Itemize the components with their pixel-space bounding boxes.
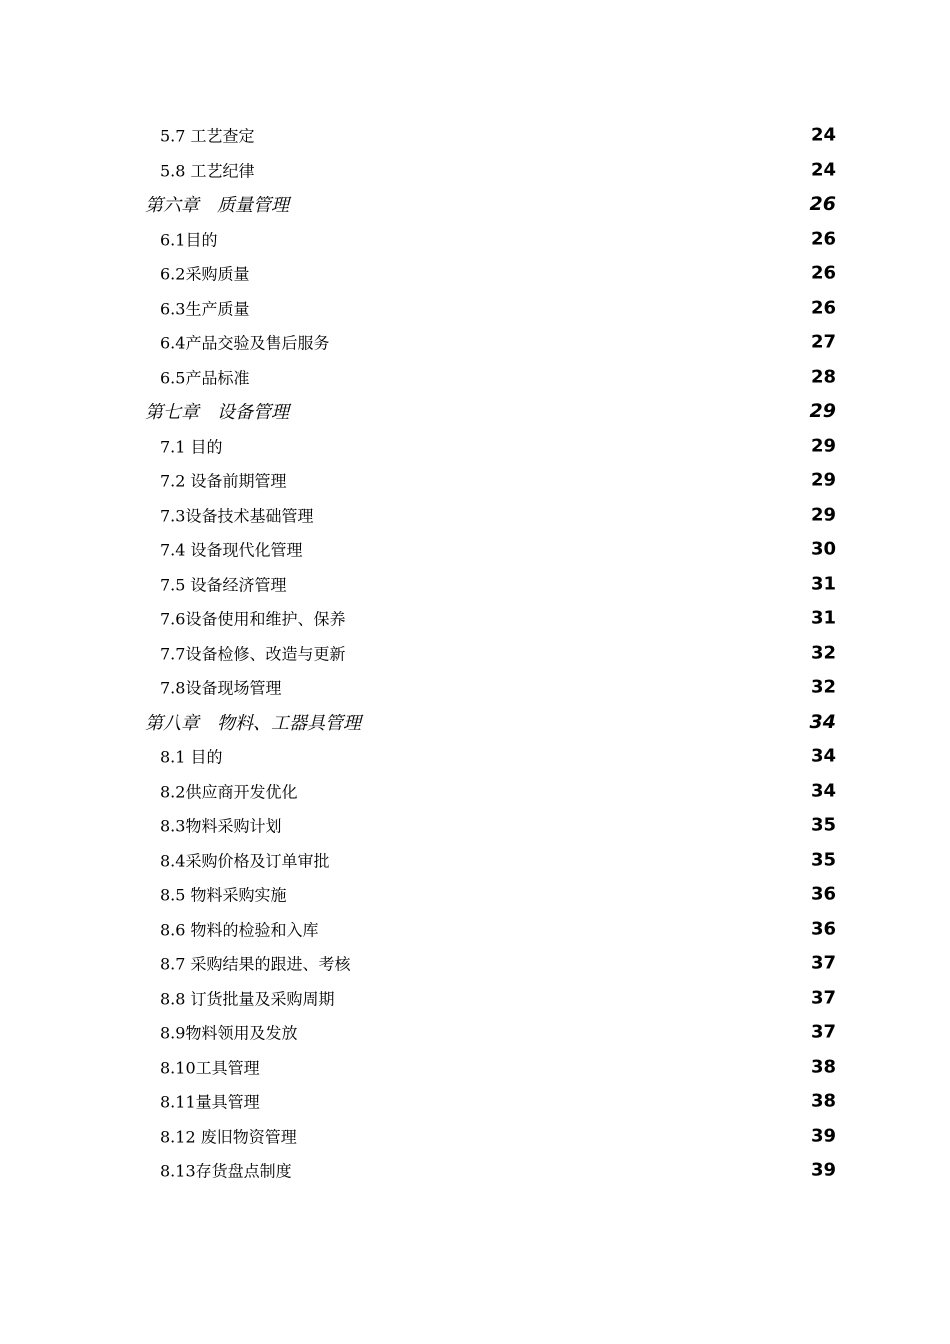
toc-entry-title: 5.7 工艺查定	[160, 126, 255, 146]
toc-entry-page-number: 34	[809, 710, 836, 733]
toc-entry-page-number: 39	[810, 1159, 836, 1181]
toc-entry-page-number: 35	[810, 814, 836, 836]
toc-entry-page-number: 26	[810, 262, 836, 284]
table-of-contents	[0, 118, 950, 1188]
toc-section-entry[interactable]	[0, 256, 950, 291]
toc-entry-page-number: 37	[810, 987, 836, 1009]
toc-entry-title: 第八章 物料、工器具管理	[145, 712, 361, 734]
toc-entry-page-number: 39	[810, 1125, 836, 1147]
toc-entry-page-number: 29	[809, 400, 836, 423]
toc-entry-title: 8.7 采购结果的跟进、考核	[160, 954, 351, 974]
toc-entry-page-number: 31	[810, 573, 836, 595]
toc-section-entry[interactable]	[0, 739, 950, 774]
toc-entry-title: 8.13存货盘点制度	[160, 1161, 292, 1181]
toc-entry-title: 7.6设备使用和维护、保养	[160, 609, 346, 629]
toc-entry-page-number: 26	[810, 297, 836, 319]
toc-section-entry[interactable]	[0, 325, 950, 360]
toc-section-entry[interactable]	[0, 670, 950, 705]
toc-section-entry[interactable]	[0, 946, 950, 981]
toc-section-entry[interactable]	[0, 463, 950, 498]
toc-entry-title: 8.8 订货批量及采购周期	[160, 989, 335, 1009]
toc-entry-title: 6.2采购质量	[160, 264, 250, 284]
toc-section-entry[interactable]	[0, 774, 950, 809]
toc-section-entry[interactable]	[0, 222, 950, 257]
toc-section-entry[interactable]	[0, 291, 950, 326]
toc-entry-title: 8.1 目的	[160, 747, 223, 767]
toc-section-entry[interactable]	[0, 1015, 950, 1050]
toc-entry-page-number: 31	[810, 607, 836, 629]
toc-entry-page-number: 37	[810, 1021, 836, 1043]
toc-section-entry[interactable]	[0, 498, 950, 533]
toc-entry-title: 7.5 设备经济管理	[160, 575, 287, 595]
toc-entry-page-number: 29	[810, 469, 836, 491]
toc-entry-title: 6.3生产质量	[160, 299, 250, 319]
toc-entry-page-number: 30	[810, 538, 836, 560]
toc-section-entry[interactable]	[0, 1153, 950, 1188]
toc-entry-page-number: 29	[810, 435, 836, 457]
toc-entry-title: 6.4产品交验及售后服务	[160, 333, 330, 353]
toc-section-entry[interactable]	[0, 118, 950, 153]
toc-section-entry[interactable]	[0, 843, 950, 878]
toc-entry-title: 8.10工具管理	[160, 1058, 260, 1078]
toc-entry-title: 7.8设备现场管理	[160, 678, 282, 698]
toc-entry-title: 第六章 质量管理	[145, 195, 289, 217]
toc-entry-page-number: 29	[810, 504, 836, 526]
toc-entry-title: 6.1目的	[160, 230, 218, 250]
toc-entry-title: 7.4 设备现代化管理	[160, 540, 303, 560]
toc-section-entry[interactable]	[0, 1119, 950, 1154]
toc-entry-page-number: 38	[810, 1056, 836, 1078]
toc-entry-title: 7.7设备检修、改造与更新	[160, 644, 346, 664]
toc-entry-page-number: 27	[810, 331, 836, 353]
toc-section-entry[interactable]	[0, 567, 950, 602]
toc-chapter-entry[interactable]	[0, 394, 950, 429]
toc-chapter-entry[interactable]	[0, 187, 950, 222]
toc-section-entry[interactable]	[0, 981, 950, 1016]
toc-entry-page-number: 38	[810, 1090, 836, 1112]
toc-entry-page-number: 32	[810, 676, 836, 698]
toc-entry-title: 7.3设备技术基础管理	[160, 506, 314, 526]
toc-entry-page-number: 36	[810, 883, 836, 905]
toc-entry-title: 8.3物料采购计划	[160, 816, 282, 836]
toc-section-entry[interactable]	[0, 808, 950, 843]
toc-entry-page-number: 37	[810, 952, 836, 974]
toc-entry-page-number: 34	[810, 745, 836, 767]
toc-section-entry[interactable]	[0, 429, 950, 464]
toc-entry-page-number: 26	[809, 193, 836, 216]
toc-section-entry[interactable]	[0, 1050, 950, 1085]
toc-entry-title: 8.11量具管理	[160, 1092, 260, 1112]
toc-section-entry[interactable]	[0, 1084, 950, 1119]
toc-entry-title: 8.6 物料的检验和入库	[160, 920, 319, 940]
toc-entry-page-number: 34	[810, 780, 836, 802]
toc-entry-page-number: 36	[810, 918, 836, 940]
toc-entry-page-number: 28	[810, 366, 836, 388]
toc-entry-title: 8.5 物料采购实施	[160, 885, 287, 905]
toc-entry-page-number: 24	[810, 124, 836, 146]
toc-entry-title: 第七章 设备管理	[145, 402, 289, 424]
toc-section-entry[interactable]	[0, 532, 950, 567]
toc-entry-title: 8.2供应商开发优化	[160, 782, 298, 802]
toc-entry-title: 8.4采购价格及订单审批	[160, 851, 330, 871]
toc-chapter-entry[interactable]	[0, 705, 950, 740]
toc-entry-page-number: 32	[810, 642, 836, 664]
toc-entry-page-number: 35	[810, 849, 836, 871]
toc-entry-title: 8.12 废旧物资管理	[160, 1127, 297, 1147]
toc-section-entry[interactable]	[0, 601, 950, 636]
toc-section-entry[interactable]	[0, 877, 950, 912]
toc-entry-title: 5.8 工艺纪律	[160, 161, 255, 181]
toc-entry-title: 8.9物料领用及发放	[160, 1023, 298, 1043]
toc-entry-title: 7.2 设备前期管理	[160, 471, 287, 491]
toc-entry-page-number: 24	[810, 159, 836, 181]
toc-entry-title: 7.1 目的	[160, 437, 223, 457]
toc-section-entry[interactable]	[0, 636, 950, 671]
toc-entry-page-number: 26	[810, 228, 836, 250]
toc-section-entry[interactable]	[0, 360, 950, 395]
toc-section-entry[interactable]	[0, 153, 950, 188]
toc-section-entry[interactable]	[0, 912, 950, 947]
toc-entry-title: 6.5产品标准	[160, 368, 250, 388]
